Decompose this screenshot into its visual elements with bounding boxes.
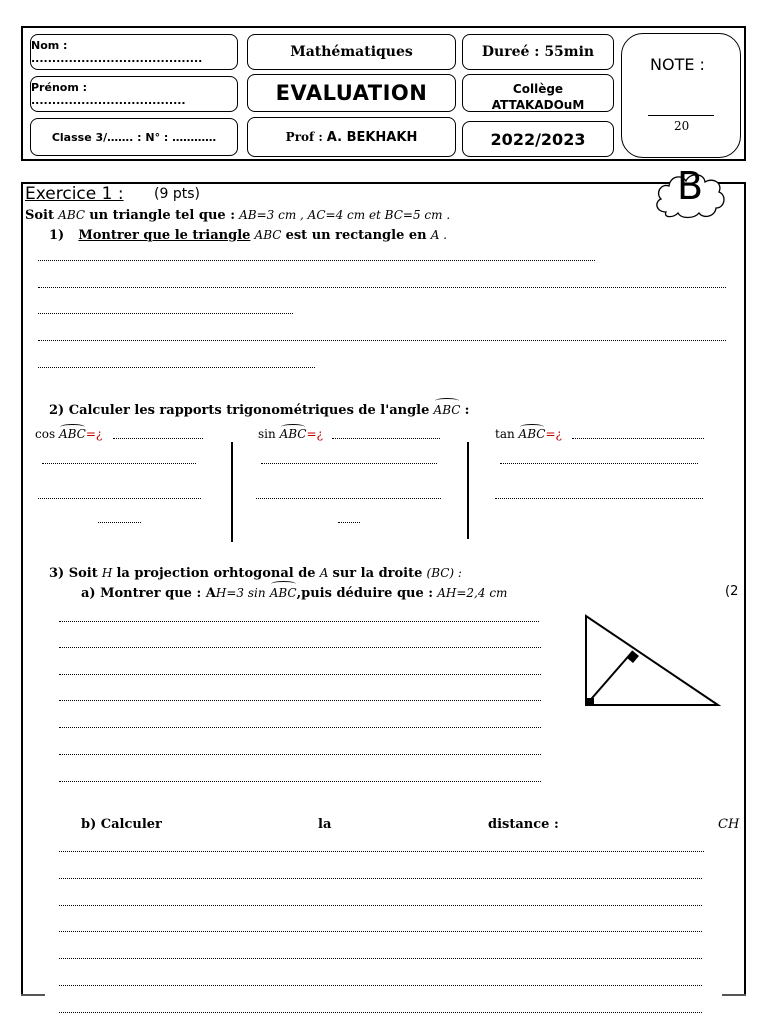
q3a-text2: ,puis déduire que : — [296, 586, 434, 601]
q3-line: (BC) : — [426, 566, 462, 580]
subject-box — [247, 34, 456, 70]
q3-mid2: sur la droite — [332, 566, 423, 581]
intro-triangle: ABC — [58, 208, 86, 222]
subject-label: Mathématiques — [290, 44, 413, 60]
intro-text: Soit — [25, 208, 55, 223]
prof-box — [247, 117, 456, 157]
q1-mid: est un rectangle en — [285, 228, 427, 243]
note-box — [621, 33, 741, 158]
q3b-target: CH — [718, 817, 740, 832]
q3a-text1: a) Montrer que : A — [81, 586, 216, 601]
q2-colon: : — [464, 403, 470, 418]
classe-label: Classe 3/……. : N° : ………… — [51, 130, 217, 144]
sin-formula — [258, 427, 323, 441]
sin-label: sin — [258, 427, 276, 441]
question-3 — [49, 564, 462, 583]
college-box — [462, 74, 614, 112]
answer-line[interactable] — [38, 367, 315, 368]
tan-eq-mark: =¿ — [545, 427, 562, 441]
q3b-label: b) Calculer — [81, 817, 162, 832]
exercise-points: (9 pts) — [154, 186, 200, 202]
question-2 — [49, 401, 469, 420]
answer-line[interactable] — [500, 463, 698, 464]
prof-name: A. BEKHAKH — [326, 129, 418, 145]
duree-label: Dureé : 55min — [481, 44, 595, 60]
answer-line[interactable] — [38, 340, 726, 341]
sin-angle: ABC — [279, 427, 307, 441]
answer-line[interactable] — [59, 700, 541, 701]
note-label: NOTE : — [650, 55, 705, 74]
q1-triangle: ABC — [254, 228, 282, 242]
year-box — [462, 121, 614, 157]
q3-mid: la projection orhtogonal de — [116, 566, 316, 581]
year-label: 2022/2023 — [490, 129, 586, 149]
answer-line[interactable] — [42, 463, 196, 464]
answer-line[interactable] — [572, 438, 704, 439]
badge-letter: B — [677, 164, 704, 208]
classe-field[interactable] — [30, 118, 238, 156]
answer-line[interactable] — [59, 905, 702, 906]
answer-line[interactable] — [38, 287, 726, 288]
answer-line[interactable] — [38, 498, 201, 499]
cos-label: cos — [35, 427, 56, 441]
q3a-result: AH=2,4 cm — [437, 586, 508, 600]
page-title: EVALUATION — [275, 81, 428, 105]
tan-formula — [495, 427, 562, 441]
answer-line[interactable] — [59, 754, 541, 755]
answer-line[interactable] — [59, 958, 702, 959]
answer-line[interactable] — [38, 260, 595, 261]
intro-values: AB=3 cm , AC=4 cm et BC=5 cm . — [239, 208, 451, 222]
answer-line[interactable] — [256, 498, 441, 499]
note-denominator: 20 — [674, 119, 690, 133]
q2-text: 2) Calculer les rapports trigonométriques de l'angle — [49, 403, 430, 418]
answer-line[interactable] — [59, 985, 702, 986]
answer-line[interactable] — [59, 781, 541, 782]
answer-line[interactable] — [59, 878, 702, 879]
answer-line[interactable] — [59, 851, 704, 852]
q3-prefix: 3) Soit — [49, 566, 98, 581]
intro-mid: un triangle tel que : — [89, 208, 235, 223]
q1-text: Montrer que le triangle — [78, 228, 251, 243]
cos-angle: ABC — [58, 427, 86, 441]
answer-line[interactable] — [59, 647, 541, 648]
answer-line[interactable] — [59, 621, 539, 622]
college-line2: ATTAKADOuM — [491, 98, 585, 112]
title-box — [247, 74, 456, 112]
answer-line[interactable] — [113, 438, 203, 439]
nom-label: Nom : ......................................... — [31, 39, 203, 65]
answer-line[interactable] — [261, 463, 437, 464]
duree-box — [462, 34, 614, 70]
q1-number: 1) — [49, 228, 65, 243]
q3b-la: la — [318, 817, 332, 832]
answer-line[interactable] — [38, 313, 293, 314]
prenom-label: Prénom : ..................................... — [31, 81, 186, 107]
q1-point: A . — [430, 228, 448, 242]
answer-line[interactable] — [332, 438, 440, 439]
nom-field[interactable] — [30, 34, 238, 70]
cos-formula — [35, 427, 102, 441]
sin-eq-mark: =¿ — [306, 427, 323, 441]
intro-line — [25, 206, 450, 225]
frame-corner-right — [722, 994, 746, 996]
answer-line[interactable] — [98, 522, 141, 523]
triangle-figure — [580, 610, 725, 712]
note-fraction-line — [648, 115, 714, 116]
prof-prefix: Prof : — [285, 130, 323, 144]
column-divider — [231, 442, 233, 542]
answer-line[interactable] — [59, 1012, 702, 1013]
tan-angle: ABC — [518, 427, 546, 441]
q2-angle: ABC — [433, 403, 461, 417]
tan-label: tan — [495, 427, 515, 441]
q3-h: H — [101, 566, 113, 580]
q3-a: A — [319, 566, 329, 580]
q3a-math: H=3 sin — [215, 586, 266, 600]
answer-line[interactable] — [59, 674, 541, 675]
answer-line[interactable] — [59, 931, 702, 932]
question-3a — [81, 584, 507, 603]
prenom-field[interactable] — [30, 76, 238, 112]
frame-corner-left — [21, 994, 45, 996]
answer-line[interactable] — [338, 522, 360, 523]
column-divider — [467, 442, 469, 539]
exercise-title: Exercice 1 : — [25, 184, 124, 204]
q3b-distance: distance : — [488, 817, 559, 832]
question-1 — [49, 226, 447, 245]
answer-line[interactable] — [495, 498, 703, 499]
q3a-angle: ABC — [269, 586, 297, 600]
cos-eq-mark: =¿ — [85, 427, 103, 441]
q3a-points-tail: (2 — [725, 584, 739, 599]
college-line1: Collège — [512, 82, 564, 96]
answer-line[interactable] — [59, 727, 541, 728]
